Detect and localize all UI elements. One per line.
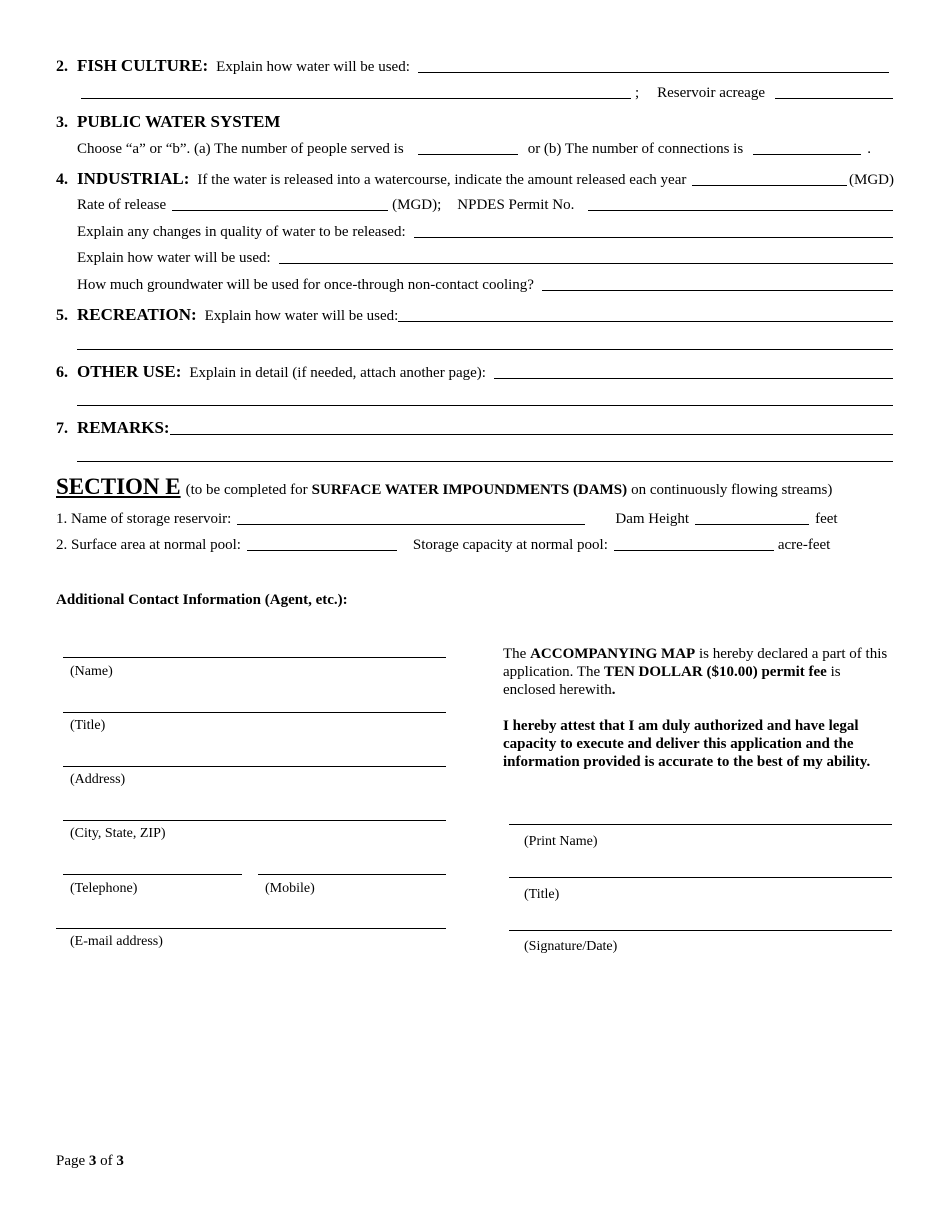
quality-row xyxy=(77,224,893,241)
item-number: 5. xyxy=(56,307,68,324)
print-name-label: (Print Name) xyxy=(524,834,598,849)
storage-capacity-input[interactable] xyxy=(614,538,774,551)
surface-area-input[interactable] xyxy=(247,538,397,551)
page-current: 3 xyxy=(88,1153,97,1169)
contact-mobile-input[interactable] xyxy=(258,874,446,875)
fish-culture-input-2[interactable] xyxy=(81,86,631,99)
fish-culture-row-2 xyxy=(77,85,893,102)
signature-date-input[interactable] xyxy=(509,930,892,931)
groundwater-label: How much groundwater will be used for once-through non-contact cooling? xyxy=(77,277,534,293)
signer-title-input[interactable] xyxy=(509,877,892,878)
item-number: 7. xyxy=(56,420,68,437)
signature-date-label: (Signature/Date) xyxy=(524,939,618,954)
rate-row xyxy=(77,197,893,214)
public-water-heading: PUBLIC WATER SYSTEM xyxy=(77,112,281,131)
remarks-input-2[interactable] xyxy=(77,461,893,462)
rate-unit: (MGD); xyxy=(392,197,442,213)
storage-capacity-label: Storage capacity at normal pool: xyxy=(412,537,608,553)
industrial-use-input[interactable] xyxy=(279,251,893,264)
item-number: 3. xyxy=(56,114,68,131)
declaration-paragraph xyxy=(503,645,893,699)
page-of: of xyxy=(100,1153,113,1169)
people-served-input[interactable] xyxy=(418,142,518,155)
period: . xyxy=(867,141,871,157)
contact-telephone-input[interactable] xyxy=(63,874,242,875)
other-use-input[interactable] xyxy=(494,366,893,379)
remarks-input[interactable] xyxy=(170,422,893,435)
contact-email-label: (E-mail address) xyxy=(70,934,163,949)
recreation-input-2[interactable] xyxy=(77,349,893,350)
reservoir-acreage-label: Reservoir acreage xyxy=(657,85,765,101)
item-number: 4. xyxy=(56,171,68,188)
storage-reservoir-label: 1. Name of storage reservoir: xyxy=(56,511,232,527)
declaration-p1-a: The xyxy=(503,646,527,662)
other-use-heading: OTHER USE: xyxy=(77,362,182,381)
recreation-row xyxy=(56,305,893,325)
declaration-p1-d: TEN DOLLAR ($10.00) permit fee xyxy=(603,664,827,680)
item-number: 6. xyxy=(56,364,68,381)
attestation-paragraph: I hereby attest that I am duly authorized and have legal capacity to execute and deliver this application and the information provided is accurate to the best of my ability. xyxy=(503,718,871,770)
groundwater-input[interactable] xyxy=(542,278,893,291)
industrial-row xyxy=(56,169,894,189)
contact-address-input[interactable] xyxy=(63,766,446,767)
fish-culture-row xyxy=(56,56,893,76)
public-water-choice-row xyxy=(77,141,893,158)
recreation-input[interactable] xyxy=(398,309,893,322)
page-footer xyxy=(56,1153,124,1170)
contact-name-input[interactable] xyxy=(63,657,446,658)
contact-name-label: (Name) xyxy=(70,664,113,679)
contact-title-input[interactable] xyxy=(63,712,446,713)
contact-city-label: (City, State, ZIP) xyxy=(70,826,166,841)
semicolon: ; xyxy=(634,85,640,101)
dam-height-input[interactable] xyxy=(695,512,809,525)
fish-culture-prompt: Explain how water will be used: xyxy=(216,59,410,75)
surface-area-label: 2. Surface area at normal pool: xyxy=(56,537,241,553)
reservoir-acreage-input[interactable] xyxy=(775,86,893,99)
section-e-desc-post: on continuously flowing streams) xyxy=(631,482,833,498)
section-e-header xyxy=(56,474,893,500)
page-total: 3 xyxy=(116,1153,124,1169)
signer-title-label: (Title) xyxy=(524,887,560,902)
npdes-label: NPDES Permit No. xyxy=(457,197,575,213)
declaration-p1-c: is hereby declared a part of this application. The xyxy=(503,646,888,680)
connections-input[interactable] xyxy=(753,142,861,155)
contact-address-label: (Address) xyxy=(70,772,126,787)
storage-reservoir-row xyxy=(56,511,856,528)
recreation-prompt: Explain how water will be used: xyxy=(204,308,399,324)
section-e-desc-bold: SURFACE WATER IMPOUNDMENTS (DAMS) xyxy=(311,482,628,498)
annual-release-input[interactable] xyxy=(692,173,847,186)
contact-title-label: (Title) xyxy=(70,718,106,733)
contact-telephone-label: (Telephone) xyxy=(70,881,138,896)
declaration-p1-e: is enclosed herewith xyxy=(503,664,841,698)
industrial-heading: INDUSTRIAL: xyxy=(77,169,190,188)
npdes-input[interactable] xyxy=(588,198,893,211)
acre-feet-unit: acre-feet xyxy=(777,537,831,553)
surface-area-row xyxy=(56,537,856,554)
people-served-label: Choose “a” or “b”. (a) The number of people served is xyxy=(77,141,404,157)
rate-input[interactable] xyxy=(172,198,388,211)
fish-culture-input[interactable] xyxy=(418,60,889,73)
feet-unit: feet xyxy=(815,511,838,527)
public-water-row xyxy=(56,112,893,132)
industrial-prompt: If the water is released into a watercourse, indicate the amount released each year xyxy=(197,172,687,188)
connections-label: or (b) The number of connections is xyxy=(527,141,744,157)
storage-reservoir-input[interactable] xyxy=(237,512,585,525)
contact-mobile-label: (Mobile) xyxy=(265,881,315,896)
remarks-row xyxy=(56,418,893,438)
contact-title: Additional Contact Information (Agent, etc.): xyxy=(56,592,348,608)
industrial-use-row xyxy=(77,250,893,267)
item-number: 2. xyxy=(56,58,68,75)
quality-input[interactable] xyxy=(414,225,893,238)
groundwater-row xyxy=(77,277,893,294)
contact-email-input[interactable] xyxy=(56,928,446,929)
page-label: Page xyxy=(56,1153,86,1169)
declaration-p1-f: . xyxy=(611,682,616,698)
rate-label: Rate of release xyxy=(77,197,167,213)
recreation-heading: RECREATION: xyxy=(77,305,197,324)
other-use-input-2[interactable] xyxy=(77,405,893,406)
quality-label: Explain any changes in quality of water to be released: xyxy=(77,224,406,240)
section-e-title: SECTION E xyxy=(56,474,181,499)
remarks-heading: REMARKS: xyxy=(77,418,170,437)
print-name-input[interactable] xyxy=(509,824,892,825)
declaration-p1-b: ACCOMPANYING MAP xyxy=(530,646,696,662)
section-e-desc-pre: (to be completed for xyxy=(185,482,308,498)
mgd-unit: (MGD) xyxy=(849,172,894,188)
dam-height-label: Dam Height xyxy=(615,511,690,527)
other-use-row xyxy=(56,362,893,382)
industrial-use-label: Explain how water will be used: xyxy=(77,250,271,266)
contact-city-input[interactable] xyxy=(63,820,446,821)
other-use-prompt: Explain in detail (if needed, attach another page): xyxy=(189,365,486,381)
fish-culture-heading: FISH CULTURE: xyxy=(77,56,209,75)
